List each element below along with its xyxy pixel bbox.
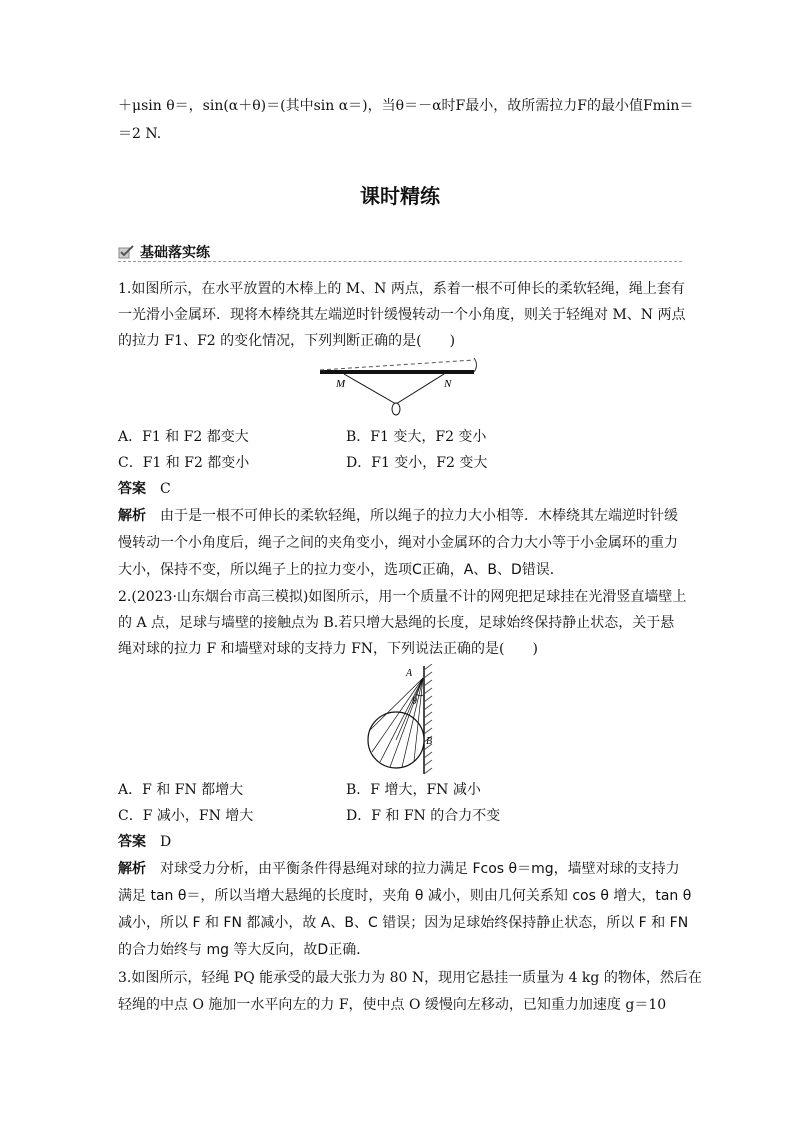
label-a: A	[406, 668, 413, 679]
q3-line-2: 轻绳的中点 O 施加一水平向左的力 F，使中点 O 缓慢向左移动，已知重力加速度 g＝10	[118, 997, 667, 1013]
label-n: N	[444, 378, 452, 390]
q1-answer	[118, 479, 171, 499]
q2-line-3: 绳对球的拉力 F 和墙壁对球的支持力 FN，下列说法正确的是( )	[118, 641, 538, 657]
q1-analysis-line-3: 大小，保持不变，所以绳子上的拉力变小，选项C正确，A、B、D错误．	[118, 562, 564, 578]
section-title: 基础落实练	[140, 245, 210, 261]
checkbox-check-icon	[118, 245, 134, 259]
q2-option-c: C．F 减小，FN 增大	[118, 808, 254, 824]
continuation-line-1: ＋μsin θ＝，sin(α＋θ)＝(其中sin α＝)，当θ＝－α时F最小，故所需拉力F的最小值Fmin＝	[118, 98, 694, 114]
rotation-arc	[474, 358, 477, 372]
answer-value: C	[160, 481, 171, 497]
q2-answer	[118, 832, 171, 852]
label-b: B	[426, 736, 433, 747]
q2-analysis-line-1	[118, 859, 680, 879]
label-theta: θ	[412, 696, 417, 707]
q1-option-b: B．F1 变大，F2 变小	[346, 429, 487, 445]
section-divider	[118, 261, 682, 262]
q2-option-a: A．F 和 FN 都增大	[118, 782, 244, 798]
q2-line-2: 的 A 点，足球与墙壁的接触点为 B.若只增大悬绳的长度，足球始终保持静止状态，关于悬	[118, 615, 675, 631]
analysis-label: 解析	[118, 861, 146, 877]
answer-value: D	[160, 834, 172, 850]
q1-analysis-line-1	[118, 506, 678, 526]
label-m: M	[336, 378, 346, 390]
q3-line-1: 3.如图所示，轻绳 PQ 能承受的最大张力为 80 N，现用它悬挂一质量为 4 kg 的物体，然后在	[118, 970, 702, 986]
rotated-rod-dashed	[320, 360, 474, 370]
q1-option-a: A．F1 和 F2 都变大	[118, 429, 249, 445]
q1-line-1: 1.如图所示，在水平放置的木棒上的 M、N 两点，系着一根不可伸长的柔软轻绳，绳上套有	[118, 281, 685, 297]
q2-analysis-line-3: 减小，所以 F 和 FN 都减小，故 A、B、C 错误；因为足球始终保持静止状态，所以 F 和 FN	[118, 915, 689, 931]
q1-analysis-line-2: 慢转动一个小角度后，绳子之间的夹角变小，绳对小金属环的合力大小等于小金属环的重力	[118, 535, 678, 551]
section-header	[118, 242, 210, 262]
q2-option-b: B．F 增大，FN 减小	[346, 782, 481, 798]
q1-line-3: 的拉力 F1、F2 的变化情况，下列判断正确的是( )	[118, 333, 456, 349]
q2-analysis-line-2: 满足 tan θ＝，所以当增大悬绳的长度时，夹角 θ 减小，则由几何关系知 cos θ 增大，tan θ	[118, 888, 692, 904]
q1-line-2: 一光滑小金属环．现将木棒绕其左端逆时针缓慢转动一个小角度，则关于轻绳对 M、N 两点	[118, 307, 686, 323]
answer-label: 答案	[118, 834, 146, 850]
page-title: 课时精练	[360, 184, 440, 208]
analysis-text: 对球受力分析，由平衡条件得悬绳对球的拉力满足 Fcos θ＝mg，墙壁对球的支持力	[160, 861, 680, 877]
answer-label: 答案	[118, 481, 146, 497]
q1-figure-rod-ring	[316, 356, 486, 420]
q2-option-d: D．F 和 FN 的合力不变	[346, 808, 501, 824]
q2-line-1: 2.(2023·山东烟台市高三模拟)如图所示，用一个质量不计的网兜把足球挂在光滑竖直墙壁上	[118, 589, 687, 605]
q2-analysis-line-4: 的合力始终与 mg 等大反向，故D正确．	[118, 942, 371, 958]
rope-left	[344, 374, 396, 404]
q2-figure-ball-wall	[362, 664, 442, 776]
rope-right	[396, 374, 444, 404]
continuation-line-2: ＝2 N.	[118, 126, 162, 142]
q1-option-c: C．F1 和 F2 都变小	[118, 455, 250, 471]
analysis-label: 解析	[118, 508, 146, 524]
metal-ring	[392, 403, 400, 415]
q1-option-d: D．F1 变小，F2 变大	[346, 455, 488, 471]
wall-hatching	[424, 664, 432, 774]
analysis-text: 由于是一根不可伸长的柔软轻绳，所以绳子的拉力大小相等．木棒绕其左端逆时针缓	[160, 508, 678, 524]
